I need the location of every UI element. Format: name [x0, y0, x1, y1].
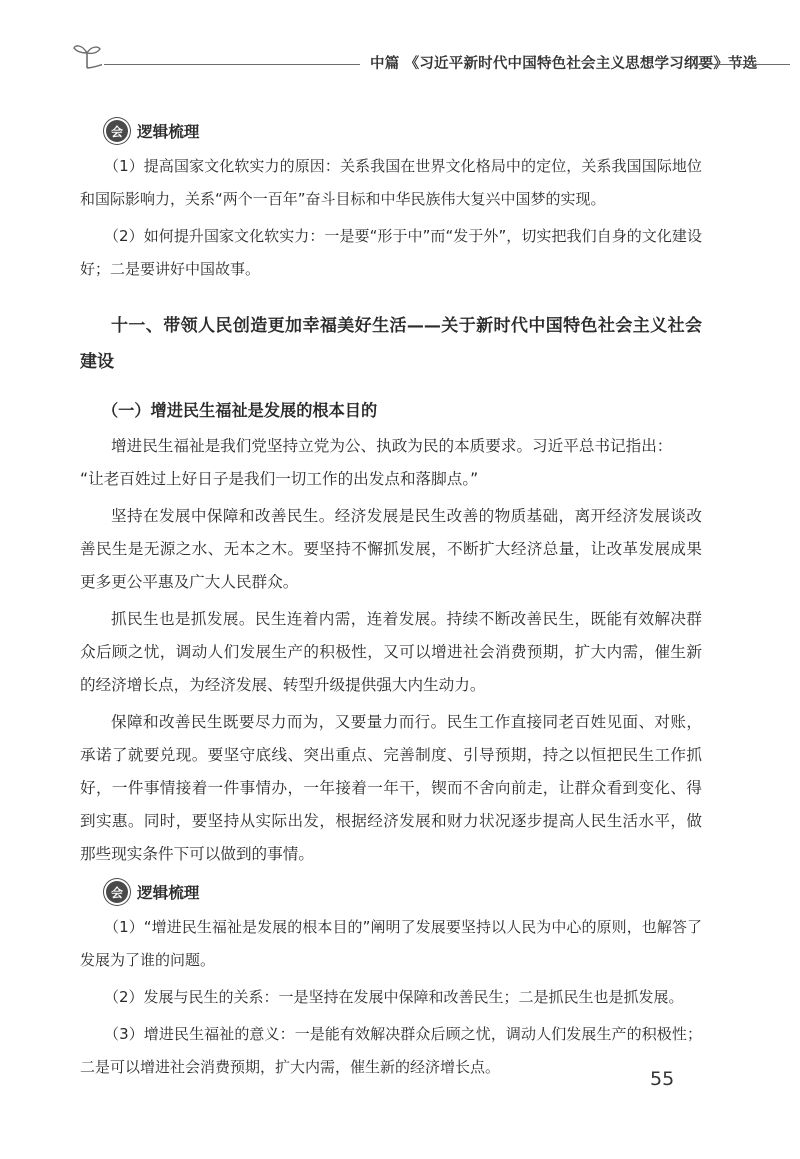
logic-item: （3）增进民生福祉的意义：一是能有效解决群众后顾之忧，调动人们发展生产的积极性；二是可以增进社会消费预期，扩大内需，催生新的经济增长点。 — [80, 1025, 702, 1076]
logic-item: （1）提高国家文化软实力的原因：关系我国在世界文化格局中的定位，关系我国国际地位和国际影响力，关系“两个一百年”奋斗目标和中华民族伟大复兴中国梦的实现。 — [80, 157, 702, 208]
logic-heading-label: 逻辑梳理 — [137, 123, 200, 141]
body-paragraph: 坚持在发展中保障和改善民生。经济发展是民生改善的物质基础，离开经济发展谈改善民生是无源之水、无本之木。要坚持不懈抓发展，不断扩大经济总量，让改革发展成果更多更公平惠及广大人民群众。 — [80, 507, 702, 591]
page-header — [72, 40, 790, 80]
logic-heading — [106, 875, 702, 909]
logic-heading — [106, 114, 702, 148]
sprout-icon — [72, 40, 102, 70]
body-paragraph: 抓民生也是抓发展。民生连着内需，连着发展。持续不断改善民生，既能有效解决群众后顾之忧，调动人们发展生产的积极性，又可以增进社会消费预期，扩大内需，催生新的经济增长点，为经济发展、转型升级提供强大内生动力。 — [80, 610, 702, 694]
logic-item: （2）如何提升国家文化软实力：一是要“形于中”而“发于外”，切实把我们自身的文化建设好；二是要讲好中国故事。 — [80, 227, 702, 278]
logic-badge-icon: 会 — [106, 120, 128, 142]
logic-item: （2）发展与民生的关系：一是坚持在发展中保障和改善民生；二是抓民生也是抓发展。 — [104, 988, 684, 1006]
header-rule-left — [104, 64, 360, 65]
body-paragraph: 保障和改善民生既要尽力而为，又要量力而行。民生工作直接同老百姓见面、对账，承诺了就要兑现。要坚守底线、突出重点、完善制度、引导预期，持之以恒把民生工作抓好，一件事情接着一件事情办，一年接着一年干，锲而不舍向前走，让群众看到变化、得到实惠。同时，要坚持从实际出发，根据经济发展和财力状况逐步提高人民生活水平，做那些现实条件下可以做到的事情。 — [80, 713, 702, 863]
page-number: 55 — [650, 1068, 675, 1090]
header-title: 中篇 《习近平新时代中国特色社会主义思想学习纲要》节选 — [370, 56, 758, 72]
logic-heading-label: 逻辑梳理 — [137, 884, 200, 902]
header-rule-right — [694, 64, 790, 65]
logic-item: （1）“增进民生福祉是发展的根本目的”阐明了发展要坚持以人民为中心的原则，也解答了发展为了谁的问题。 — [80, 918, 702, 969]
logic-badge-icon: 会 — [106, 881, 128, 903]
page-content — [80, 114, 702, 1088]
subsection-title: （一）增进民生福祉是发展的根本目的 — [102, 401, 378, 420]
body-quote: “让老百姓过上好日子是我们一切工作的出发点和落脚点。” — [80, 470, 479, 488]
body-paragraph: 增进民生福祉是我们党坚持立党为公、执政为民的本质要求。习近平总书记指出： — [111, 437, 673, 455]
section-title: 十一、带领人民创造更加幸福美好生活——关于新时代中国特色社会主义社会建设 — [80, 316, 702, 372]
